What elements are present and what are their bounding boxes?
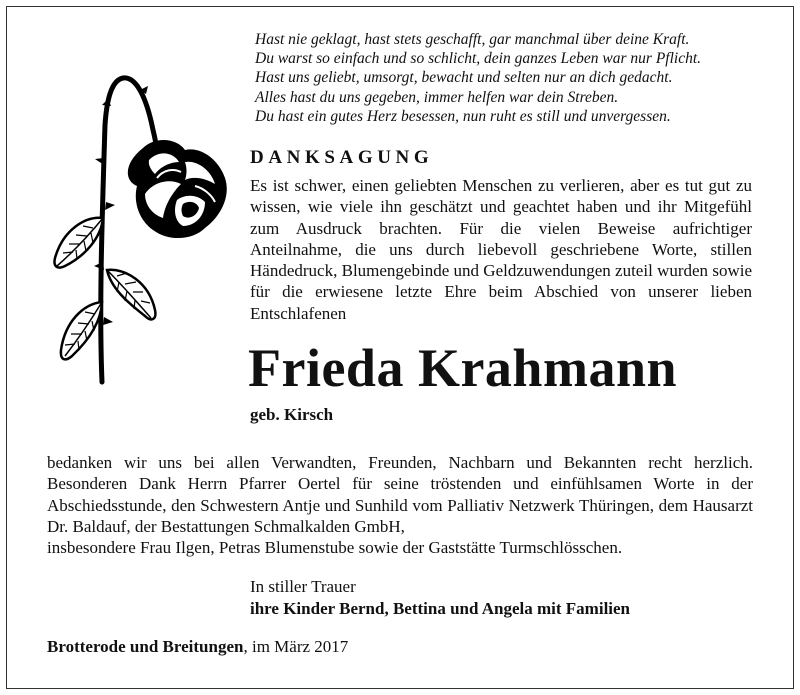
- poem-line: Du warst so einfach und so schlicht, dein ganzes Leben war nur Pflicht.: [255, 50, 702, 68]
- wilted-rose-icon: [45, 70, 235, 390]
- thanks-body: bedanken wir uns bei allen Verwandten, Freunden, Nachbarn und Bekannten recht herzlich. Besonderen Dank Herrn Pfarrer Oertel für seine tröstenden und einfühlsamen Worte in der Abschiedsstunde, den Schwestern Antje und Sunhild vom Palliativ Netzwerk Thüringen, dem Hausarzt Dr. Baldauf, der Bestattungen Schmalkalden GmbH,: [47, 453, 753, 536]
- heading-danksagung: DANKSAGUNG: [250, 147, 434, 168]
- family-signature: ihre Kinder Bernd, Bettina und Angela mit Familien: [250, 598, 631, 618]
- thanks-last-line: insbesondere Frau Ilgen, Petras Blumenstube sowie der Gaststätte Turmschlösschen.: [47, 538, 623, 558]
- intro-paragraph: Es ist schwer, einen geliebten Menschen zu verlieren, aber es tut gut zu wissen, wie viele ihn geschätzt und geachtet haben und ihr Mitgefühl zum Ausdruck brachten. Für die vielen Beweise aufrichtiger Anteilnahme, die uns durch liebevoll geschriebene Worte, stillen Händedruck, Blumengebinde und Geldzuwendungen zuteil wurden sowie für die erwiesene letzte Ehre beim Abschied von unserer lieben Entschlafenen: [250, 176, 752, 323]
- poem-line: Hast uns geliebt, umsorgt, bewacht und selten nur an dich gedacht.: [255, 69, 673, 87]
- poem-line: Alles hast du uns gegeben, immer helfen war dein Streben.: [255, 88, 619, 106]
- date-text: , im März 2017: [243, 637, 349, 656]
- poem-line: Du hast ein gutes Herz besessen, nun ruht es still und unvergessen.: [255, 107, 671, 125]
- maiden-name: geb. Kirsch: [250, 405, 334, 424]
- poem-line: Hast nie geklagt, hast stets geschafft, gar manchmal über deine Kraft.: [255, 31, 690, 48]
- thanks-paragraph: [47, 452, 753, 558]
- place-names: Brotterode und Breitungen: [47, 637, 244, 656]
- deceased-name: Frieda Krahmann: [248, 338, 678, 398]
- place-and-date: [47, 637, 348, 657]
- mourning-phrase: In stiller Trauer: [250, 577, 356, 596]
- memorial-poem: [255, 30, 701, 126]
- mourning-signature: [250, 576, 630, 619]
